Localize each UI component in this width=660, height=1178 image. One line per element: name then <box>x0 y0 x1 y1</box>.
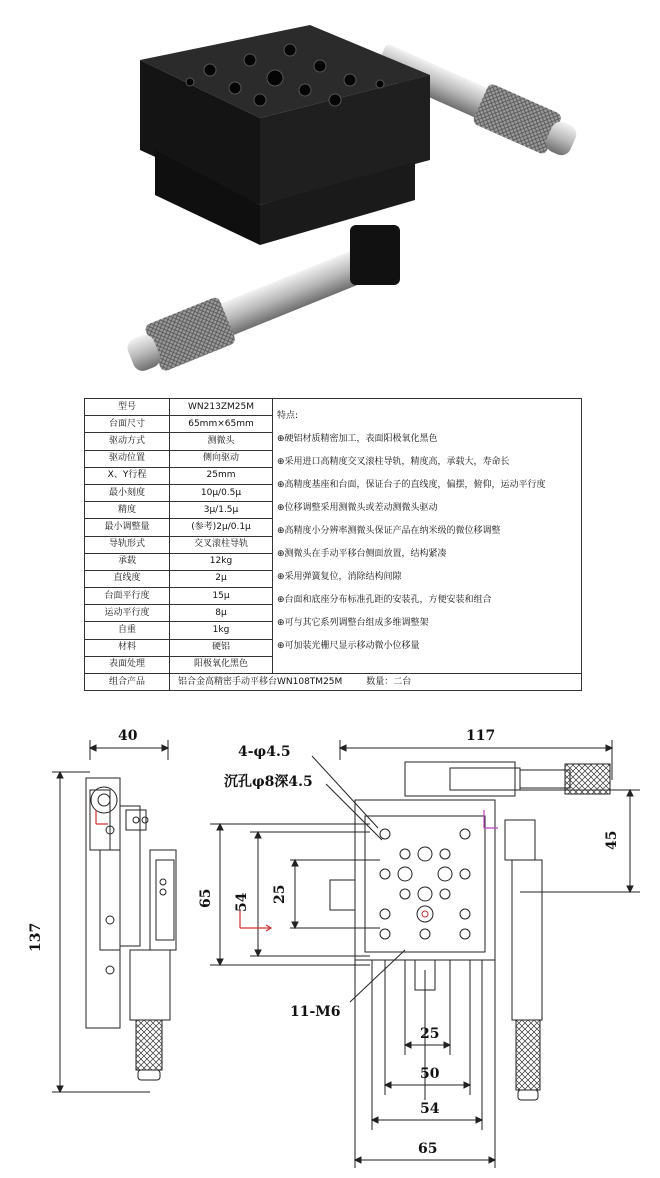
combo-row <box>85 674 582 691</box>
spec-value: 12kg <box>170 553 273 570</box>
feature-item: ⊕硬铝材质精密加工，表面阳极氧化黑色 <box>277 434 438 444</box>
spec-label: 自重 <box>85 622 170 639</box>
spec-label: 表面处理 <box>85 656 170 673</box>
dim-hole-spec: 4-φ4.5 <box>238 744 291 760</box>
dim-bottom-54: 54 <box>420 1101 440 1117</box>
spec-value: 10μ/0.5μ <box>170 484 273 501</box>
spec-table <box>84 398 582 691</box>
dim-45: 45 <box>604 830 620 850</box>
spec-label: 运动平行度 <box>85 605 170 622</box>
spec-label: 驱动位置 <box>85 450 170 467</box>
technical-drawing <box>0 720 660 1178</box>
spec-value: (参考)2μ/0.1μ <box>170 519 273 536</box>
feature-item: ⊕测微头在手动平移台侧面放置，结构紧凑 <box>277 549 447 559</box>
spec-value: 侧向驱动 <box>170 450 273 467</box>
dim-54: 54 <box>234 892 250 912</box>
feature-item: ⊕高精度小分辨率测微头保证产品在纳米级的微位移调整 <box>277 526 501 536</box>
dim-25: 25 <box>272 884 288 904</box>
spec-value: 3μ/1.5μ <box>170 502 273 519</box>
spec-value: 硬铝 <box>170 639 273 656</box>
combo-value <box>170 674 582 691</box>
combo-product: 铝合金高精密手动平移台WN108TM25M <box>178 676 343 687</box>
spec-value: 交叉滚柱导轨 <box>170 536 273 553</box>
spec-label: 材料 <box>85 639 170 656</box>
dim-bottom-65: 65 <box>418 1141 438 1157</box>
features-title: 特点: <box>277 411 299 421</box>
spec-label: X、Y行程 <box>85 467 170 484</box>
spec-value: 阳极氧化黑色 <box>170 656 273 673</box>
feature-item: ⊕台面和底座分布标准孔距的安装孔，方便安装和组合 <box>277 595 492 605</box>
feature-item: ⊕高精度基座和台面，保证台子的直线度，偏摆，俯仰，运动平行度 <box>277 480 546 490</box>
spec-label: 最小调整量 <box>85 519 170 536</box>
spec-value: 15μ <box>170 588 273 605</box>
dim-side-height: 137 <box>28 922 44 952</box>
spec-value: 25mm <box>170 467 273 484</box>
spec-label: 精度 <box>85 502 170 519</box>
feature-item: ⊕采用弹簧复位，消除结构间隙 <box>277 572 402 582</box>
features-cell <box>273 399 582 674</box>
dim-plate-65: 65 <box>198 888 214 908</box>
spec-value: 2μ <box>170 570 273 587</box>
dim-top-width: 117 <box>466 728 496 744</box>
dim-bottom-25: 25 <box>420 1026 440 1042</box>
spec-label: 台面平行度 <box>85 588 170 605</box>
spec-value: 1kg <box>170 622 273 639</box>
feature-item: ⊕采用进口高精度交叉滚柱导轨，精度高，承载大，寿命长 <box>277 457 510 467</box>
dim-bottom-50: 50 <box>420 1066 440 1082</box>
spec-value: 65mm×65mm <box>170 416 273 433</box>
dim-counterbore: 沉孔φ8深4.5 <box>224 774 313 790</box>
spec-row <box>85 399 582 416</box>
spec-label: 直线度 <box>85 570 170 587</box>
spec-label: 导轨形式 <box>85 536 170 553</box>
dim-side-width: 40 <box>118 728 138 744</box>
feature-item: ⊕可加装光栅尺显示移动微小位移量 <box>277 641 420 651</box>
spec-label: 驱动方式 <box>85 433 170 450</box>
combo-label: 组合产品 <box>85 674 170 691</box>
spec-value: 测微头 <box>170 433 273 450</box>
spec-label: 型号 <box>85 399 170 416</box>
dim-thread: 11-M6 <box>290 1004 341 1020</box>
spec-label: 承载 <box>85 553 170 570</box>
spec-label: 最小刻度 <box>85 484 170 501</box>
spec-value: WN213ZM25M <box>170 399 273 416</box>
combo-qty: 数量：二台 <box>366 676 412 687</box>
feature-item: ⊕可与其它系列调整台组成多维调整架 <box>277 618 429 628</box>
product-photo <box>60 0 600 392</box>
feature-item: ⊕位移调整采用测微头或差动测微头驱动 <box>277 503 438 513</box>
spec-label: 台面尺寸 <box>85 416 170 433</box>
spec-value: 8μ <box>170 605 273 622</box>
